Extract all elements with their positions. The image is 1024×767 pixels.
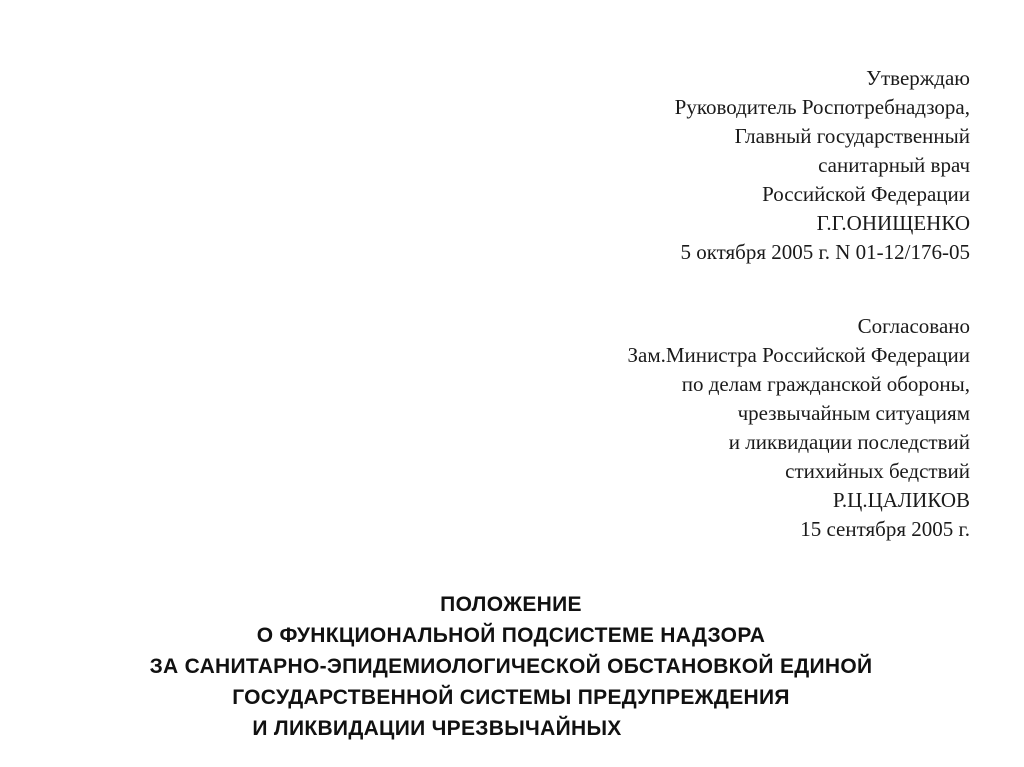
title-line-2: О ФУНКЦИОНАЛЬНОЙ ПОДСИСТЕМЕ НАДЗОРА [256,624,766,647]
approval-position-line-4: Российской Федерации [762,182,970,206]
approval-position-line-2: Главный государственный [734,124,970,148]
agreement-position-line-3: чрезвычайным ситуациям [737,401,970,425]
agreement-signatory-name: Р.Ц.ЦАЛИКОВ [832,488,970,512]
agreement-position-line-5: стихийных бедствий [785,459,970,483]
approval-position-line-3: санитарный врач [818,153,970,177]
approval-position: Руководитель Роспотребнадзора, [674,95,970,119]
title-line-3: ЗА САНИТАРНО-ЭПИДЕМИОЛОГИЧЕСКОЙ ОБСТАНОВКОЙ ЕДИНОЙ [149,655,873,678]
agreement-block [627,312,970,544]
agreement-position-line-2: по делам гражданской обороны, [681,372,970,396]
title-line-5: И ЛИКВИДАЦИИ ЧРЕЗВЫЧАЙНЫХ [252,717,622,740]
agreement-date: 15 сентября 2005 г. [800,517,970,541]
agreement-heading: Согласовано [857,314,970,338]
approval-heading: Утверждаю [866,66,970,90]
title-line-4: ГОСУДАРСТВЕННОЙ СИСТЕМЫ ПРЕДУПРЕЖДЕНИЯ [232,686,790,709]
agreement-position: Зам.Министра Российской Федерации [627,343,970,367]
approval-signatory-name: Г.Г.ОНИЩЕНКО [816,211,970,235]
approval-date-number: 5 октября 2005 г. N 01-12/176-05 [680,240,970,264]
approval-block [675,64,970,267]
agreement-position-line-4: и ликвидации последствий [728,430,970,454]
title-line-1: ПОЛОЖЕНИЕ [440,593,582,616]
